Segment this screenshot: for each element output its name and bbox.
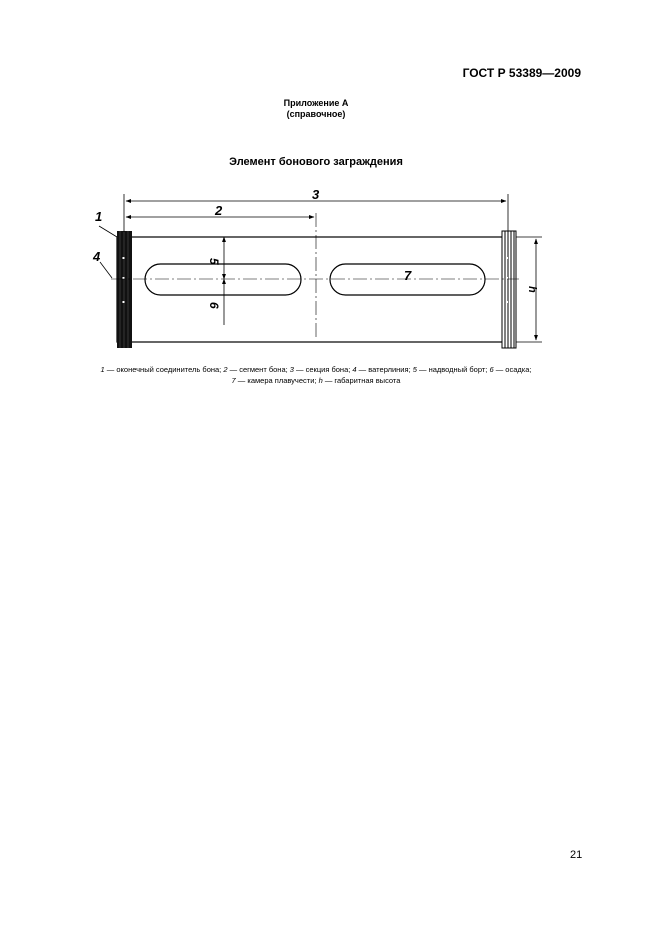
caption-text: — надводный борт; — [416, 365, 490, 374]
label-3: 3 — [312, 187, 320, 202]
caption-text: — сегмент бона; — [227, 365, 290, 374]
caption-line-1 — [50, 364, 582, 375]
caption-num: 6 — [489, 365, 494, 374]
figure-title: Элемент бонового заграждения — [229, 156, 403, 168]
caption-text: — габаритная высота — [322, 376, 401, 385]
label-2: 2 — [215, 203, 223, 218]
label-h: h — [526, 286, 538, 293]
caption-num: h — [318, 376, 323, 385]
label-4: 4 — [93, 249, 101, 264]
caption-num: 1 — [100, 365, 105, 374]
caption-text: — осадка; — [493, 365, 532, 374]
caption-num: 2 — [223, 365, 228, 374]
label-6: 6 — [207, 302, 221, 309]
caption-text: — ватерлиния; — [356, 365, 413, 374]
figure-caption — [50, 364, 582, 386]
standard-code: ГОСТ Р 53389—2009 — [462, 66, 581, 80]
boom-element-drawing — [0, 0, 661, 400]
label-1: 1 — [95, 209, 103, 224]
caption-text: — камера плавучести; — [235, 376, 319, 385]
caption-num: 4 — [352, 365, 357, 374]
right-end-connector — [502, 231, 516, 348]
caption-num: 7 — [231, 376, 236, 385]
buoyancy-chamber-left — [145, 264, 301, 295]
left-end-connector — [117, 231, 132, 348]
leader-4 — [100, 262, 112, 278]
caption-text: — оконечный соединитель бона; — [104, 365, 224, 374]
caption-num: 5 — [412, 365, 417, 374]
page-number: 21 — [570, 849, 583, 861]
caption-num: 3 — [289, 365, 294, 374]
boom-section-body — [117, 237, 514, 342]
caption-text: — секция бона; — [293, 365, 353, 374]
label-5: 5 — [207, 258, 221, 265]
leader-1 — [99, 226, 117, 237]
caption-line-2 — [50, 375, 582, 386]
appendix-subtitle: (справочное) — [286, 109, 346, 119]
label-7: 7 — [404, 268, 412, 283]
appendix-title: Приложение А — [283, 98, 349, 108]
